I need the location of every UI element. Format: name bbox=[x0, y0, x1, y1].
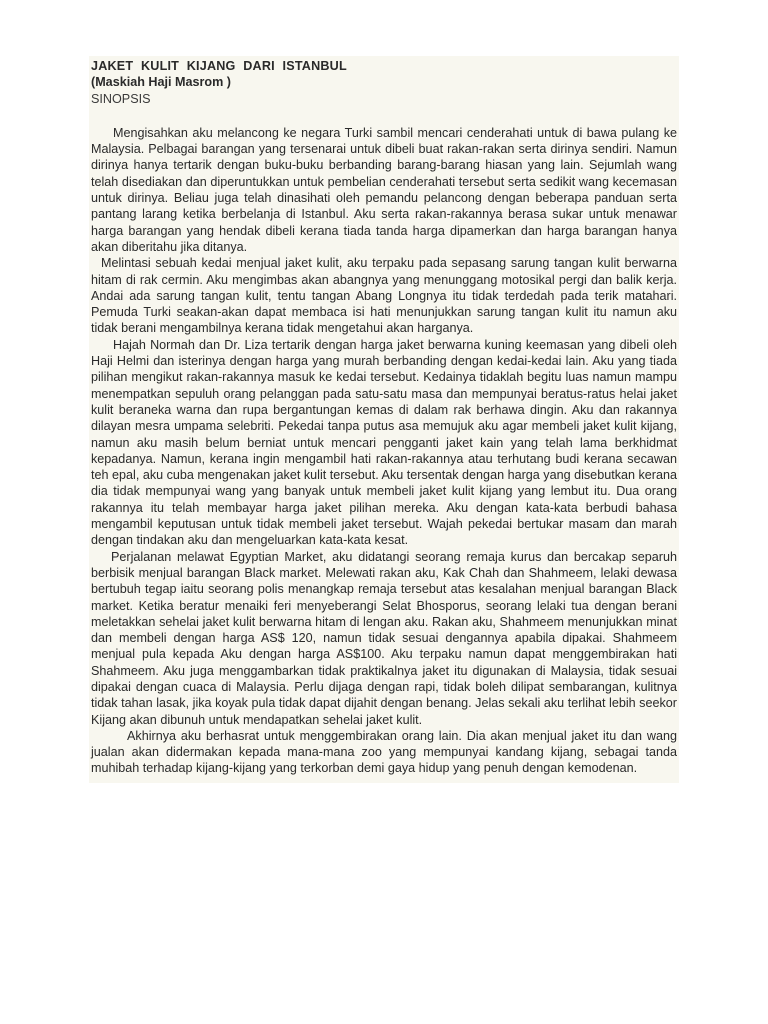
document-title: JAKET KULIT KIJANG DARI ISTANBUL bbox=[91, 59, 347, 73]
document-author: (Maskiah Haji Masrom ) bbox=[91, 75, 231, 90]
paragraph-1: Mengisahkan aku melancong ke negara Turki sambil mencari cenderahati untuk di bawa pulang ke Malaysia. Pelbagai barangan yang tersenarai untuk dibeli buat rakan-rakan serta dirinya sendiri. Namun dirinya hanya tertarik dengan buku-buku berbanding barang-barang hiasan yang lain. Sejumlah wang telah disediakan dan diperuntukkan untuk pembelian cenderahati tersebut serta sedikit wang kecemasan untuk dirinya. Beliau juga telah dinasihati oleh pemandu pelancong dengan beberapa panduan serta pantang larang ketika berbelanja di Istanbul. Aku serta rakan-rakannya berasa sukar untuk menawar harga barangan yang hendak dibeli kerana tiada tanda harga dipamerkan dan harga barangan hanya akan diberitahu jika ditanya. bbox=[91, 125, 677, 254]
document-text-block bbox=[89, 56, 679, 783]
paragraph-5: Akhirnya aku berhasrat untuk menggembirakan orang lain. Dia akan menjual jaket itu dan wang jualan akan didermakan kepada mana-mana zoo yang mempunyai kandang kijang, sebagai tanda muhibah terhadap kijang-kijang yang terkorban demi gaya hidup yang penuh dengan kemodenan. bbox=[91, 728, 677, 776]
paragraph-3: Hajah Normah dan Dr. Liza tertarik dengan harga jaket berwarna kuning keemasan yang dibeli oleh Haji Helmi dan isterinya dengan harga yang murah berbanding dengan kedai-kedai lain. Aku yang tiada pilihan mengikut rakan-rakannya masuk ke kedai tersebut. Kedainya tidaklah begitu luas namun mampu menempatkan sepuluh orang pelanggan pada satu-satu masa dan mempunyai beratus-ratus helai jaket kulit beraneka warna dan rupa bergantungan kemas di dalam rak berhawa dingin. Aku dan rakannya dilayan mesra umpama selebriti. Pekedai tanpa putus asa memujuk aku agar membeli jaket kulit kijang, namun aku masih belum berniat untuk mencari pengganti jaket kain yang telah lama berkhidmat kepadanya. Namun, kerana ingin mengambil hati rakan-rakannya atau terhutang budi kerana secawan teh epal, aku cuba mengenakan jaket kulit tersebut. Aku tersentak dengan harga yang disebutkan kerana dia tidak mempunyai wang yang banyak untuk membeli jaket kulit kijang yang lembut itu. Dua orang rakannya itu telah membayar harga jaket pilihan mereka. Aku dengan kata-kata berbudi bahasa mengambil keputusan untuk tidak membeli jaket tersebut. Wajah pekedai bertukar masam dan marah dengan tindakan aku dan mengeluarkan kata-kata kesat. bbox=[91, 337, 678, 548]
section-heading: SINOPSIS bbox=[91, 91, 151, 106]
paragraph-2: Melintasi sebuah kedai menjual jaket kulit, aku terpaku pada sepasang sarung tangan kulit berwarna hitam di rak cermin. Aku mengimbas akan abangnya yang menunggang motosikal pergi dan balik kerja. Andai ada sarung tangan kulit, tentu tangan Abang Longnya itu tidak terdedah pada terik matahari. Pemuda Turki seakan-akan dapat membaca isi hati menunjukkan sarung tangan kulit itu namun aku tidak berani mengambilnya kerana tidak mengetahui akan harganya. bbox=[91, 256, 677, 336]
paragraph-4: Perjalanan melawat Egyptian Market, aku didatangi seorang remaja kurus dan bercakap separuh berbisik menjual barangan Black market. Melewati rakan aku, Kak Chah dan Shahmeem, lelaki dewasa bertubuh tegap iaitu seorang polis menangkap remaja tersebut atas kesalahan menjual barangan Black market. Ketika beratur menaiki feri menyeberangi Selat Bhosporus, seorang lelaki tua dengan berani meletakkan sehelai jaket kulit berwarna hitam di lengan aku. Rakan aku, Shahmeem menunjukkan minat dan membeli dengan harga AS$ 120, namun tidak sesuai dengannya apabila dipakai. Shahmeem menjual pula kepada Aku dengan harga AS$100. Aku terpaku namun dapat menggembirakan hati Shahmeem. Aku juga menggambarkan tidak praktikalnya jaket itu digunakan di Malaysia, tidak sesuai dipakai dengan cuaca di Malaysia. Perlu dijaga dengan rapi, tidak boleh dilipat sembarangan, kulitnya tidak tahan lasak, jika koyak pula tidak dapat dijahit dengan benang. Jelas sekali aku terlihat lebih seekor Kijang akan dibunuh untuk mendapatkan sehelai jaket kulit. bbox=[91, 549, 677, 727]
